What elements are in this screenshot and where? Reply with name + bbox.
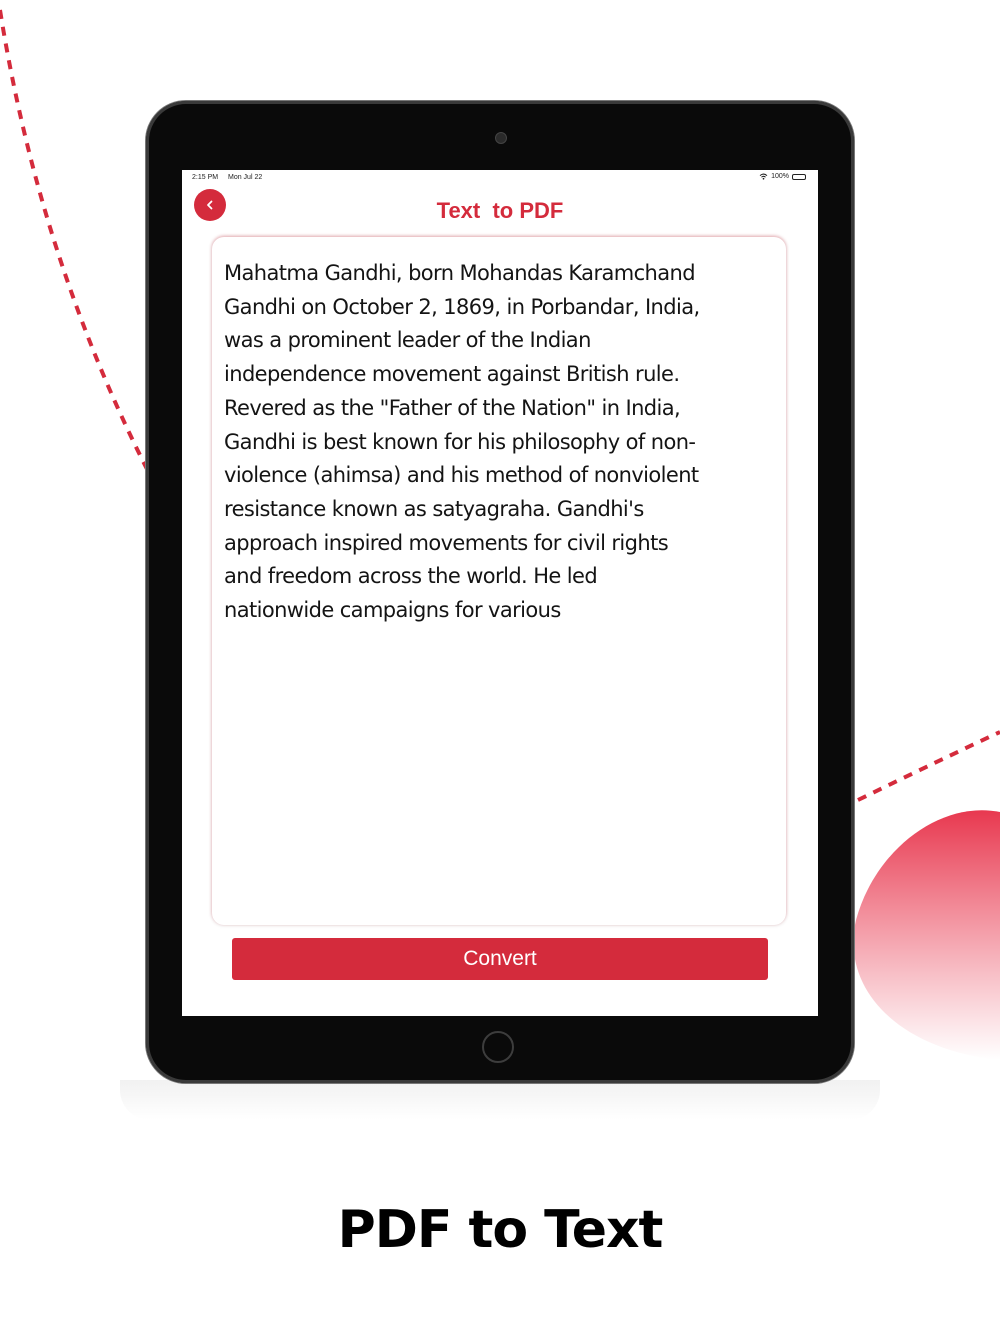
tablet-device-frame <box>146 101 854 1083</box>
camera-icon <box>495 132 507 144</box>
home-button <box>482 1031 514 1063</box>
dashed-arc-left <box>0 10 150 475</box>
status-bar <box>182 170 818 186</box>
app-screen <box>182 170 818 1016</box>
promo-caption: PDF to Text <box>337 1200 663 1260</box>
text-input-area[interactable] <box>212 237 786 925</box>
dashed-arc-right <box>858 732 1000 800</box>
convert-button[interactable]: Convert <box>232 938 768 980</box>
editor-text[interactable]: Mahatma Gandhi, born Mohandas Karamchand Gandhi on October 2, 1869, in Porbandar, India, was a prominent leader of the Indian independence movement against British rule. Revered as the "Father of the Nation" in India, Gandhi is best known for his philosophy of non- violence (ahimsa) and his method of nonviolent resistance known as satyagraha. Gandhi's approach inspired movements for civil rights and freedom across the world. He led nationwide campaigns for various <box>224 261 700 623</box>
battery-icon <box>792 174 806 180</box>
status-time: 2:15 PM <box>192 174 219 181</box>
page-title: Text to PDF <box>436 198 564 223</box>
battery-percent: 100% <box>771 173 789 180</box>
wifi-icon <box>759 173 768 180</box>
status-indicators <box>759 173 806 180</box>
device-shadow <box>120 1080 880 1120</box>
status-date: Mon Jul 22 <box>228 174 263 181</box>
red-blob <box>853 810 1000 1060</box>
